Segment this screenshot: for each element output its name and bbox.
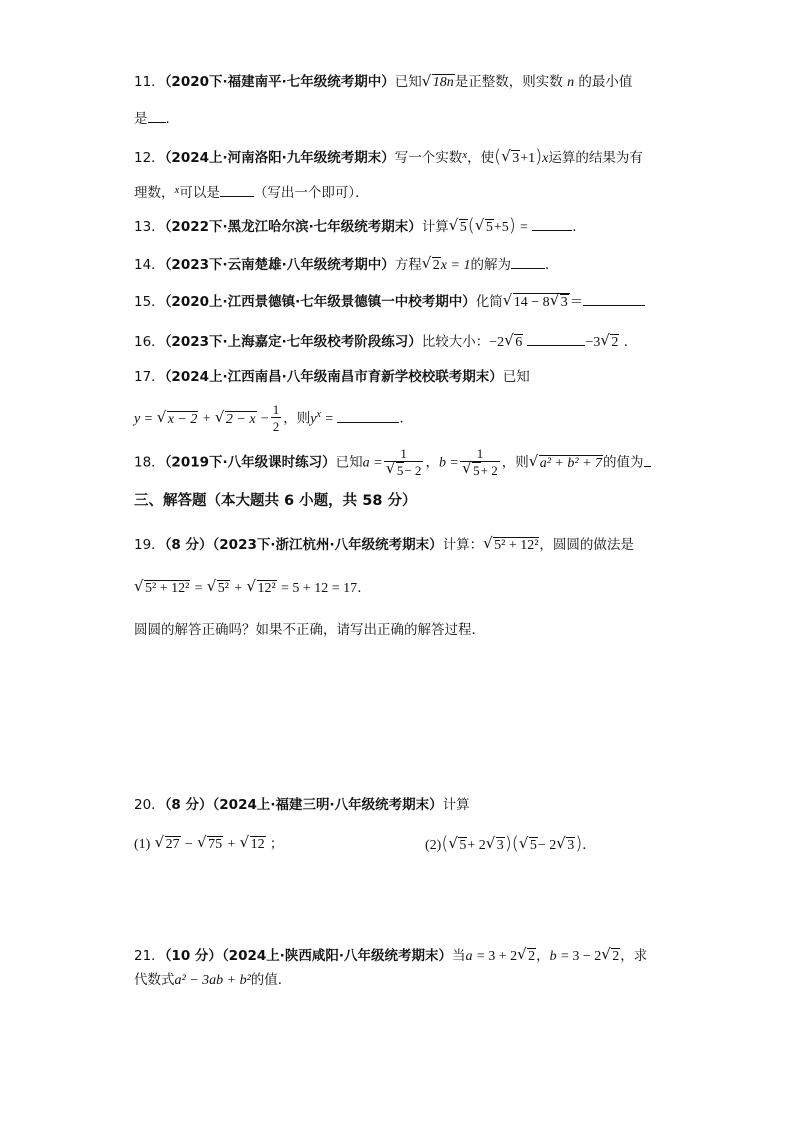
- question-12: 12．（2024上·河南洛阳·九年级统考期末）写一个实数$^x$，使(√ 3+1)x运算的结果为有: [134, 145, 643, 169]
- question-text: ，使: [467, 150, 495, 166]
- question-text: ，则: [501, 454, 529, 471]
- sqrt-expression: √ 5² + 12²: [484, 535, 539, 555]
- sqrt-expression: √ 5: [520, 835, 538, 855]
- question-number: 20．: [134, 797, 165, 813]
- question-score: （8 分）: [164, 797, 213, 813]
- question-text: 计算: [442, 797, 470, 813]
- question-source: （2022下·黑龙江哈尔滨·七年级统考期末）: [164, 219, 422, 235]
- question-source: （2023下·云南楚雄·八年级统考期中）: [164, 257, 395, 273]
- question-17-cont: y = √ x − 2 + √ 2 − x − $\frac{1}{2}$ ，则$y^x$ = ．: [134, 402, 413, 435]
- question-number: 19．: [134, 537, 165, 553]
- sqrt-expression: √ 5: [449, 835, 467, 855]
- question-number: 12．: [134, 150, 165, 166]
- question-20-part-1: (1) √ 27 − √ 75 + √ 12 ；: [134, 834, 283, 855]
- question-text: 是正整数，则实数: [454, 74, 563, 90]
- sqrt-expression: √ 2: [601, 332, 619, 352]
- question-20: [134, 795, 470, 815]
- question-number: 18．: [134, 454, 165, 471]
- question-text: 运算的结果为有: [548, 150, 643, 166]
- question-number: 16．: [134, 334, 165, 350]
- question-text: 可以是: [179, 185, 220, 201]
- question-11-cont: [134, 108, 179, 129]
- sqrt-expression: √ 3: [502, 148, 520, 168]
- fraction: 1 √ 5− 2: [384, 446, 424, 479]
- question-text: 已知: [394, 74, 422, 90]
- question-number: 14．: [134, 257, 165, 273]
- question-score: （10 分）: [164, 948, 222, 964]
- question-source: （2023下·上海嘉定·七年级校考阶段练习）: [164, 334, 422, 350]
- sqrt-expression: √ 5² + 12²: [135, 578, 190, 598]
- question-number: 15．: [134, 294, 165, 310]
- section-title: 三、解答题（本大题共 6 小题，共 58 分）: [134, 493, 417, 509]
- answer-blank[interactable]: [220, 182, 254, 197]
- answer-blank[interactable]: [583, 291, 645, 306]
- sqrt-expression: √ a² + b² + 7: [530, 453, 603, 473]
- question-number: 17．: [134, 369, 165, 385]
- question-source: （2024上·陕西咸阳·八年级统考期末）: [221, 948, 453, 964]
- fraction: $\frac{1}{2}$: [272, 402, 280, 434]
- sqrt-expression: √ 14 − 8√ 3: [504, 292, 570, 312]
- question-text: 方程: [394, 257, 422, 273]
- question-16: 16．（2023下·上海嘉定·七年级校考阶段练习）比较大小：−2√ 6 −3√ 2 ．: [134, 331, 637, 353]
- question-text: 计算：: [442, 537, 484, 553]
- answer-blank[interactable]: [148, 108, 166, 123]
- math-expression: a² − 3ab + b²: [174, 973, 251, 988]
- sqrt-expression: √ 27: [156, 834, 181, 854]
- question-19-work: √ 5² + 12² = √ 5² + √ 12² = 5 + 12 = 17．: [134, 578, 371, 599]
- sqrt-expression: √ 5²: [208, 578, 230, 598]
- question-source: （2020上·江西景德镇·七年级景德镇一中校考期中）: [164, 294, 476, 310]
- question-text: 的值为: [603, 454, 644, 471]
- question-text: 理数，: [134, 185, 175, 201]
- sqrt-expression: √ 5: [476, 217, 494, 237]
- sqrt-expression: √ 2 − x: [216, 409, 257, 429]
- question-score: （8 分）: [164, 537, 213, 553]
- sqrt-expression: √ 12: [241, 834, 266, 854]
- question-11: [134, 72, 632, 93]
- question-source: （2023下·浙江杭州·八年级统考期末）: [212, 537, 443, 553]
- question-text: 是: [134, 111, 148, 127]
- question-number: 11．: [134, 74, 165, 90]
- question-text: 已知: [335, 454, 363, 471]
- answer-blank[interactable]: [511, 254, 545, 269]
- question-number: 13．: [134, 219, 165, 235]
- question-12-cont: [134, 180, 369, 203]
- question-source: （2024上·江西南昌·八年级南昌市育新学校校联考期末）: [164, 369, 503, 385]
- sqrt-expression: √ 2: [423, 255, 441, 275]
- question-20-part-2: (2)(√ 5+ 2√ 3)(√ 5− 2√ 3)．: [425, 834, 596, 856]
- question-19-prompt: 圆圆的解答正确吗？如果不正确，请写出正确的解答过程．: [134, 622, 485, 638]
- sqrt-expression: √ 75: [198, 834, 223, 854]
- sqrt-expression: √ 6: [505, 332, 523, 352]
- question-source: （2020下·福建南平·七年级统考期中）: [164, 74, 395, 90]
- question-21: 21．（10 分）（2024上·陕西咸阳·八年级统考期末）当a = 3 + 2√ 2，b = 3 − 2√ 2，求: [134, 946, 647, 967]
- question-text: 比较大小：: [421, 334, 490, 350]
- answer-blank[interactable]: [532, 216, 572, 231]
- sqrt-expression: √ 5: [450, 217, 468, 237]
- question-13: 13．（2022下·黑龙江哈尔滨·七年级统考期末）计算√ 5(√ 5+5) = ．: [134, 216, 586, 238]
- question-text: 已知: [502, 369, 530, 385]
- question-text: 当: [452, 948, 466, 964]
- question-text: ，求: [620, 948, 648, 964]
- answer-blank[interactable]: [644, 452, 651, 467]
- variable: x: [542, 151, 549, 166]
- sqrt-expression: √ 3: [557, 835, 575, 855]
- question-15: 15．（2020上·江西景德镇·七年级景德镇一中校考期中）化简√ 14 − 8√ 3 ＝: [134, 291, 645, 312]
- question-text: ．: [165, 111, 179, 127]
- question-text: 的最小值: [578, 74, 633, 90]
- sqrt-expression: √ 12²: [248, 578, 277, 598]
- question-18: 18．（2019下·八年级课时练习）已知a = 1 √ 5− 2 ，b = 1 √ 5+ 2 ，则√ a² + b² + 7的值为: [134, 446, 651, 479]
- sqrt-expression: √ 2: [602, 946, 620, 966]
- fraction: 1 √ 5+ 2: [460, 446, 500, 479]
- question-text: 写一个实数: [394, 150, 463, 166]
- sqrt-expression: √ 18n: [423, 73, 455, 93]
- question-source: （2019下·八年级课时练习）: [164, 454, 336, 471]
- question-text: ，圆圆的做法是: [539, 537, 634, 553]
- question-text: 的解为: [470, 257, 511, 273]
- sqrt-expression: √ x − 2: [158, 409, 199, 429]
- variable: x: [462, 149, 468, 161]
- question-number: 21．: [134, 948, 165, 964]
- question-19: [134, 535, 634, 555]
- question-text: 化简: [475, 294, 503, 310]
- sqrt-expression: √ 2: [518, 946, 536, 966]
- answer-blank[interactable]: [337, 408, 399, 423]
- question-text: （写出一个即可）．: [253, 185, 369, 201]
- sqrt-expression: √ 3: [487, 835, 505, 855]
- question-17: [134, 367, 530, 387]
- variable: n: [567, 75, 575, 90]
- question-text: 计算: [421, 219, 449, 235]
- question-21-cont: 代数式a² − 3ab + b²的值．: [134, 972, 292, 988]
- variable: x: [174, 184, 180, 196]
- question-source: （2024上·河南洛阳·九年级统考期末）: [164, 150, 395, 166]
- answer-blank[interactable]: [527, 331, 585, 346]
- question-14: 14．（2023下·云南楚雄·八年级统考期中）方程√ 2x = 1的解为 ．: [134, 254, 558, 276]
- question-source: （2024上·福建三明·八年级统考期末）: [212, 797, 443, 813]
- question-text: ，则: [283, 410, 311, 427]
